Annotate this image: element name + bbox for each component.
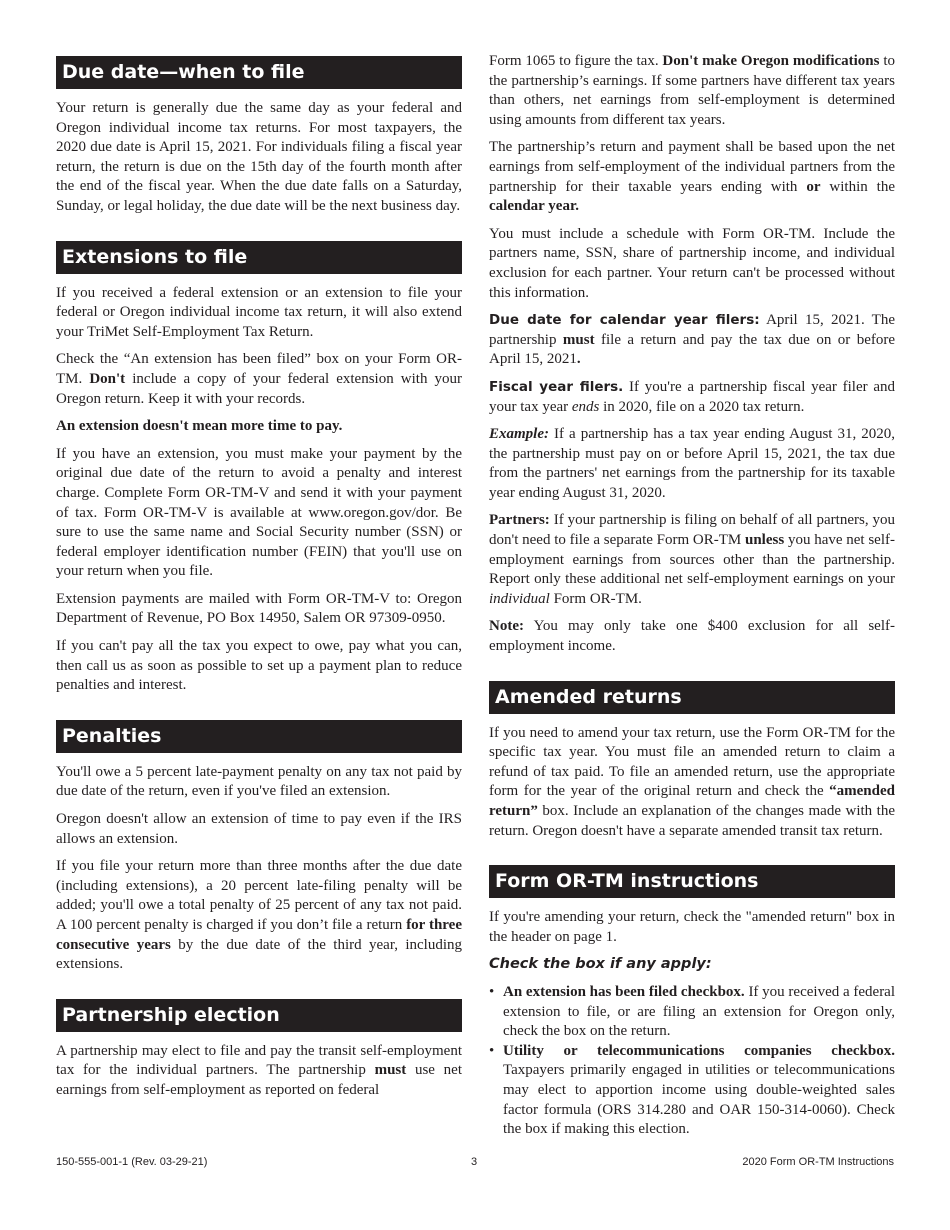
heading-amended-returns: Amended returns bbox=[489, 681, 895, 714]
heading-penalties: Penalties bbox=[56, 720, 462, 753]
footer-title: 2020 Form OR-TM Instructions bbox=[742, 1156, 894, 1168]
amended-paragraph: If you need to amend your tax return, use the Form OR-TM for the specific tax year. You must file an amended return to claim a refund of tax paid. To file an amended return, use the appropriate form for the year of the original return and check the “amended return” box. Include an explanation of the changes made with the return. Oregon doesn't have a separate amended transit tax return. bbox=[489, 724, 895, 839]
penalties-paragraph-3: If you file your return more than three months after the due date (including extensions), a 20 percent late-filing penalty will be added; you'll owe a total penalty of 25 percent of any tax not paid. A 100 percent penalty is charged if you don’t file a return for three consecutive years by the due date of the third year, including extensions. bbox=[56, 858, 462, 973]
heading-form-instructions: Form OR-TM instructions bbox=[489, 865, 895, 898]
heading-partnership-election: Partnership election bbox=[56, 999, 462, 1032]
extensions-paragraph-6: If you can't pay all the tax you expect to owe, pay what you can, then call us as soon as possible to set up a payment plan to reduce penalties and interest. bbox=[56, 638, 462, 694]
penalties-paragraph-1: You'll owe a 5 percent late-payment penalty on any tax not paid by due date of the return, even if you've filed an extension. bbox=[56, 763, 462, 800]
extensions-paragraph-5: Extension payments are mailed with Form OR-TM-V to: Oregon Department of Revenue, PO Box 14950, Salem OR 97309-0950. bbox=[56, 590, 462, 627]
checkbox-list bbox=[489, 983, 895, 1140]
bullet-icon: • bbox=[489, 1042, 495, 1059]
fiscal-year-filers: Fiscal year filers. If you're a partnership fiscal year filer and your tax year ends in 2020, file on a 2020 tax return. bbox=[489, 378, 896, 415]
footer-page-number: 3 bbox=[471, 1156, 478, 1168]
note-paragraph: Note: You may only take one $400 exclusion for all self-employment income. bbox=[489, 618, 895, 655]
extensions-paragraph-1: If you received a federal extension or an extension to file your federal or Oregon individual income tax return, it will also extend your TriMet Self-Employment Tax Return. bbox=[56, 284, 462, 340]
right-column bbox=[489, 50, 895, 1140]
example-paragraph: Example: If a partnership has a tax year ending August 31, 2020, the partnership must pay on or before April 15, 2021, the tax due from the partners' net earnings from the partnership for its taxable year ending August 31, 2020. bbox=[489, 426, 895, 501]
left-column bbox=[56, 50, 462, 1109]
list-item: • An extension has been filed checkbox. If you received a federal extension to file, or are filing an extension for Oregon only, check the box on the return. bbox=[489, 983, 896, 1040]
calendar-year-filers: Due date for calendar year filers: April 15, 2021. The partnership must file a return and pay the tax due on or before April 15, 2021. bbox=[489, 312, 896, 368]
due-date-paragraph: Your return is generally due the same day as your federal and Oregon individual income tax returns. For most taxpayers, the 2020 due date is April 15, 2021. For individuals filing a fiscal year return, the return is due on the 15th day of the fourth month after the end of the fiscal year. When the due date falls on a Saturday, Sunday, or legal holiday, the due date will be the next business day. bbox=[56, 100, 462, 214]
form-instructions-paragraph: If you're amending your return, check the "amended return" box in the header on page 1. bbox=[489, 909, 895, 945]
partners-paragraph: Partners: If your partnership is filing on behalf of all partners, you don't need to file a separate Form OR-TM unless you have net self-employment earnings from sources other than the partnership. Report only these additional net self-employment earnings on your individual Form OR-TM. bbox=[489, 512, 895, 607]
heading-extensions: Extensions to file bbox=[56, 241, 462, 274]
checkbox-subheading: Check the box if any apply: bbox=[489, 956, 712, 973]
partnership-paragraph-1: A partnership may elect to file and pay the transit self-employment tax for the individual partners. The partnership must use net earnings from self-employment as reported on federal bbox=[56, 1042, 463, 1098]
partnership-continued-2: The partnership’s return and payment shall be based upon the net earnings from self-employment of the individual partners from the partnership for their taxable years ending with or within the calendar year. bbox=[489, 139, 895, 215]
extensions-paragraph-2: Check the “An extension has been filed” box on your Form OR-TM. Don't include a copy of your federal extension with your Oregon return. Keep it with your records. bbox=[56, 351, 462, 407]
footer-form-number: 150-555-001-1 (Rev. 03-29-21) bbox=[56, 1156, 208, 1168]
heading-due-date: Due date—when to file bbox=[56, 56, 462, 89]
partnership-continued-1: Form 1065 to figure the tax. Don't make Oregon modifications to the partnership’s earnings. If some partners have different tax years than others, net earnings from self-employment is determined using amounts from different tax years. bbox=[489, 53, 896, 128]
extensions-paragraph-4: If you have an extension, you must make your payment by the original due date of the return to avoid a penalty and interest charge. Complete Form OR-TM-V and send it with your payment of tax. Form OR-TM-V is available at www.oregon.gov/dor. Be sure to use the same name and Social Security number (SSN) or federal employer identification number (FEIN) that you'll use on your return when you file. bbox=[56, 445, 462, 580]
extensions-note: An extension doesn't mean more time to pay. bbox=[56, 418, 343, 435]
list-item: • Utility or telecommunications companies checkbox. Taxpayers primarily engaged in utilities or telecommunications may elect to apportion income using double-weighted sales factor formula (ORS 314.280 and OAR 150-314-0060). Check the box if making this election. bbox=[489, 1042, 895, 1138]
bullet-icon: • bbox=[489, 983, 495, 1000]
partnership-continued-3: You must include a schedule with Form OR-TM. Include the partners name, SSN, share of partnership income, and individual exclusion for each partner. Your return can't be processed without this information. bbox=[489, 225, 895, 301]
penalties-paragraph-2: Oregon doesn't allow an extension of time to pay even if the IRS allows an extension. bbox=[56, 811, 462, 847]
